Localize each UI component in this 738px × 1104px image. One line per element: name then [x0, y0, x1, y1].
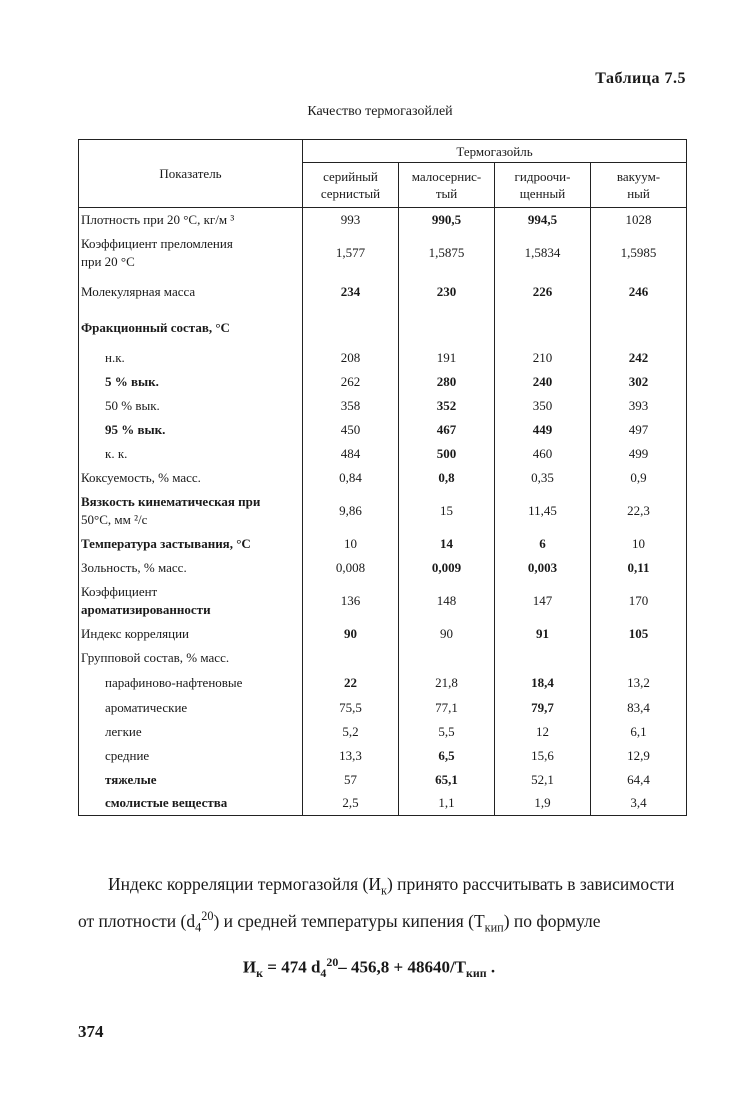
cell-value [591, 646, 687, 670]
table-row [79, 310, 687, 346]
cell-value: 246 [591, 274, 687, 310]
cell-value: 0,35 [495, 466, 591, 490]
cell-value: 0,008 [303, 556, 399, 580]
cell-value [591, 310, 687, 346]
table-row [79, 696, 687, 720]
cell-value: 148 [399, 580, 495, 622]
row-label: Плотность при 20 °С, кг/м ³ [79, 208, 303, 232]
table-row [79, 418, 687, 442]
cell-value: 21,8 [399, 670, 495, 696]
cell-value: 15,6 [495, 744, 591, 768]
table-row [79, 208, 687, 232]
header-column: вакуум- ный [591, 163, 687, 208]
cell-value: 350 [495, 394, 591, 418]
cell-value: 136 [303, 580, 399, 622]
cell-value: 234 [303, 274, 399, 310]
cell-value: 191 [399, 346, 495, 370]
cell-value: 0,84 [303, 466, 399, 490]
row-label: легкие [79, 720, 303, 744]
cell-value: 393 [591, 394, 687, 418]
row-label: Индекс корреляции [79, 622, 303, 646]
row-label: к. к. [79, 442, 303, 466]
cell-value: 240 [495, 370, 591, 394]
cell-value: 302 [591, 370, 687, 394]
table-row [79, 768, 687, 792]
cell-value: 467 [399, 418, 495, 442]
row-label: тяжелые [79, 768, 303, 792]
table-row [79, 532, 687, 556]
header-column: гидроочи- щенный [495, 163, 591, 208]
row-label: 50 % вык. [79, 394, 303, 418]
cell-value: 6,5 [399, 744, 495, 768]
row-label: ароматические [79, 696, 303, 720]
cell-value: 0,8 [399, 466, 495, 490]
table-row [79, 442, 687, 466]
cell-value: 0,003 [495, 556, 591, 580]
cell-value: 57 [303, 768, 399, 792]
row-label: Зольность, % масс. [79, 556, 303, 580]
page-number: 374 [78, 1022, 104, 1041]
cell-value: 83,4 [591, 696, 687, 720]
cell-value: 358 [303, 394, 399, 418]
cell-value: 262 [303, 370, 399, 394]
table-row [79, 466, 687, 490]
cell-value: 6,1 [591, 720, 687, 744]
cell-value: 499 [591, 442, 687, 466]
cell-value: 11,45 [495, 490, 591, 532]
cell-value: 12,9 [591, 744, 687, 768]
row-label: парафиново-нафтеновые [79, 670, 303, 696]
cell-value [399, 646, 495, 670]
cell-value: 13,2 [591, 670, 687, 696]
cell-value: 5,5 [399, 720, 495, 744]
cell-value: 22,3 [591, 490, 687, 532]
cell-value: 990,5 [399, 208, 495, 232]
row-label: н.к. [79, 346, 303, 370]
cell-value: 1,577 [303, 232, 399, 274]
cell-value: 2,5 [303, 792, 399, 816]
row-label: Вязкость кинематическая при 50°С, мм ²/с [79, 490, 303, 532]
row-label: Коэффициент ароматизированности [79, 580, 303, 622]
cell-value: 0,11 [591, 556, 687, 580]
cell-value: 1028 [591, 208, 687, 232]
cell-value: 14 [399, 532, 495, 556]
cell-value: 449 [495, 418, 591, 442]
cell-value: 77,1 [399, 696, 495, 720]
cell-value: 10 [303, 532, 399, 556]
cell-value: 208 [303, 346, 399, 370]
cell-value: 1,5834 [495, 232, 591, 274]
correlation-index-formula: $И_к = 474$ $d_4^{20}-$ $456,8 + 48640/Т_{кип}$ . [242, 955, 496, 981]
cell-value: 15 [399, 490, 495, 532]
table-row [79, 394, 687, 418]
table-row [79, 490, 687, 532]
cell-value: 0,9 [591, 466, 687, 490]
cell-value: 994,5 [495, 208, 591, 232]
cell-value: 1,5985 [591, 232, 687, 274]
cell-value: 6 [495, 532, 591, 556]
cell-value: 147 [495, 580, 591, 622]
cell-value: 52,1 [495, 768, 591, 792]
cell-value: 90 [303, 622, 399, 646]
row-label: Фракционный состав, °С [79, 310, 303, 346]
cell-value: 1,5875 [399, 232, 495, 274]
row-label: Коэффициент преломления при 20 °С [79, 232, 303, 274]
cell-value: 450 [303, 418, 399, 442]
row-label: смолистые вещества [79, 792, 303, 816]
cell-value: 497 [591, 418, 687, 442]
table-row [79, 720, 687, 744]
cell-value: 65,1 [399, 768, 495, 792]
table-row [79, 622, 687, 646]
cell-value: 91 [495, 622, 591, 646]
row-label: Молекулярная масса [79, 274, 303, 310]
cell-value [495, 646, 591, 670]
cell-value: 352 [399, 394, 495, 418]
cell-value: 64,4 [591, 768, 687, 792]
cell-value: 226 [495, 274, 591, 310]
row-label: Групповой состав, % масс. [79, 646, 303, 670]
cell-value: 22 [303, 670, 399, 696]
data-table [78, 139, 687, 816]
cell-value: 210 [495, 346, 591, 370]
cell-value: 105 [591, 622, 687, 646]
row-label: средние [79, 744, 303, 768]
cell-value: 1,9 [495, 792, 591, 816]
header-indicator: Показатель [79, 140, 303, 208]
table-row [79, 274, 687, 310]
table-row [79, 556, 687, 580]
cell-value: 10 [591, 532, 687, 556]
cell-value: 460 [495, 442, 591, 466]
cell-value: 18,4 [495, 670, 591, 696]
body-paragraph: Индекс корреляции термогазойля $(И_к)$ принято рассчитывать в зависимости от плотности $(d_4^{20})$ и средней температуры кипения $(Т_{кип})$ по формуле [78, 874, 675, 934]
table-row [79, 232, 687, 274]
table-row [79, 346, 687, 370]
cell-value: 280 [399, 370, 495, 394]
cell-value: 9,86 [303, 490, 399, 532]
cell-value: 90 [399, 622, 495, 646]
cell-value: 1,1 [399, 792, 495, 816]
cell-value: 3,4 [591, 792, 687, 816]
row-label: 5 % вык. [79, 370, 303, 394]
header-group: Термогазойль [303, 140, 687, 163]
cell-value: 12 [495, 720, 591, 744]
header-column: малосернис- тый [399, 163, 495, 208]
table-row [79, 580, 687, 622]
header-column: серийный сернистый [303, 163, 399, 208]
cell-value [399, 310, 495, 346]
cell-value: 5,2 [303, 720, 399, 744]
table-row [79, 646, 687, 670]
table-number: Таблица 7.5 [595, 70, 686, 87]
table-row [79, 370, 687, 394]
cell-value: 242 [591, 346, 687, 370]
cell-value: 13,3 [303, 744, 399, 768]
cell-value: 500 [399, 442, 495, 466]
cell-value: 170 [591, 580, 687, 622]
cell-value: 993 [303, 208, 399, 232]
table-row [79, 670, 687, 696]
table-row [79, 792, 687, 816]
table-caption: Качество термогазойлей [307, 104, 453, 119]
row-label: 95 % вык. [79, 418, 303, 442]
cell-value [303, 646, 399, 670]
cell-value: 0,009 [399, 556, 495, 580]
cell-value: 75,5 [303, 696, 399, 720]
cell-value: 484 [303, 442, 399, 466]
cell-value: 230 [399, 274, 495, 310]
table-row [79, 744, 687, 768]
row-label: Температура застывания, °С [79, 532, 303, 556]
cell-value [495, 310, 591, 346]
cell-value: 79,7 [495, 696, 591, 720]
cell-value [303, 310, 399, 346]
row-label: Коксуемость, % масс. [79, 466, 303, 490]
